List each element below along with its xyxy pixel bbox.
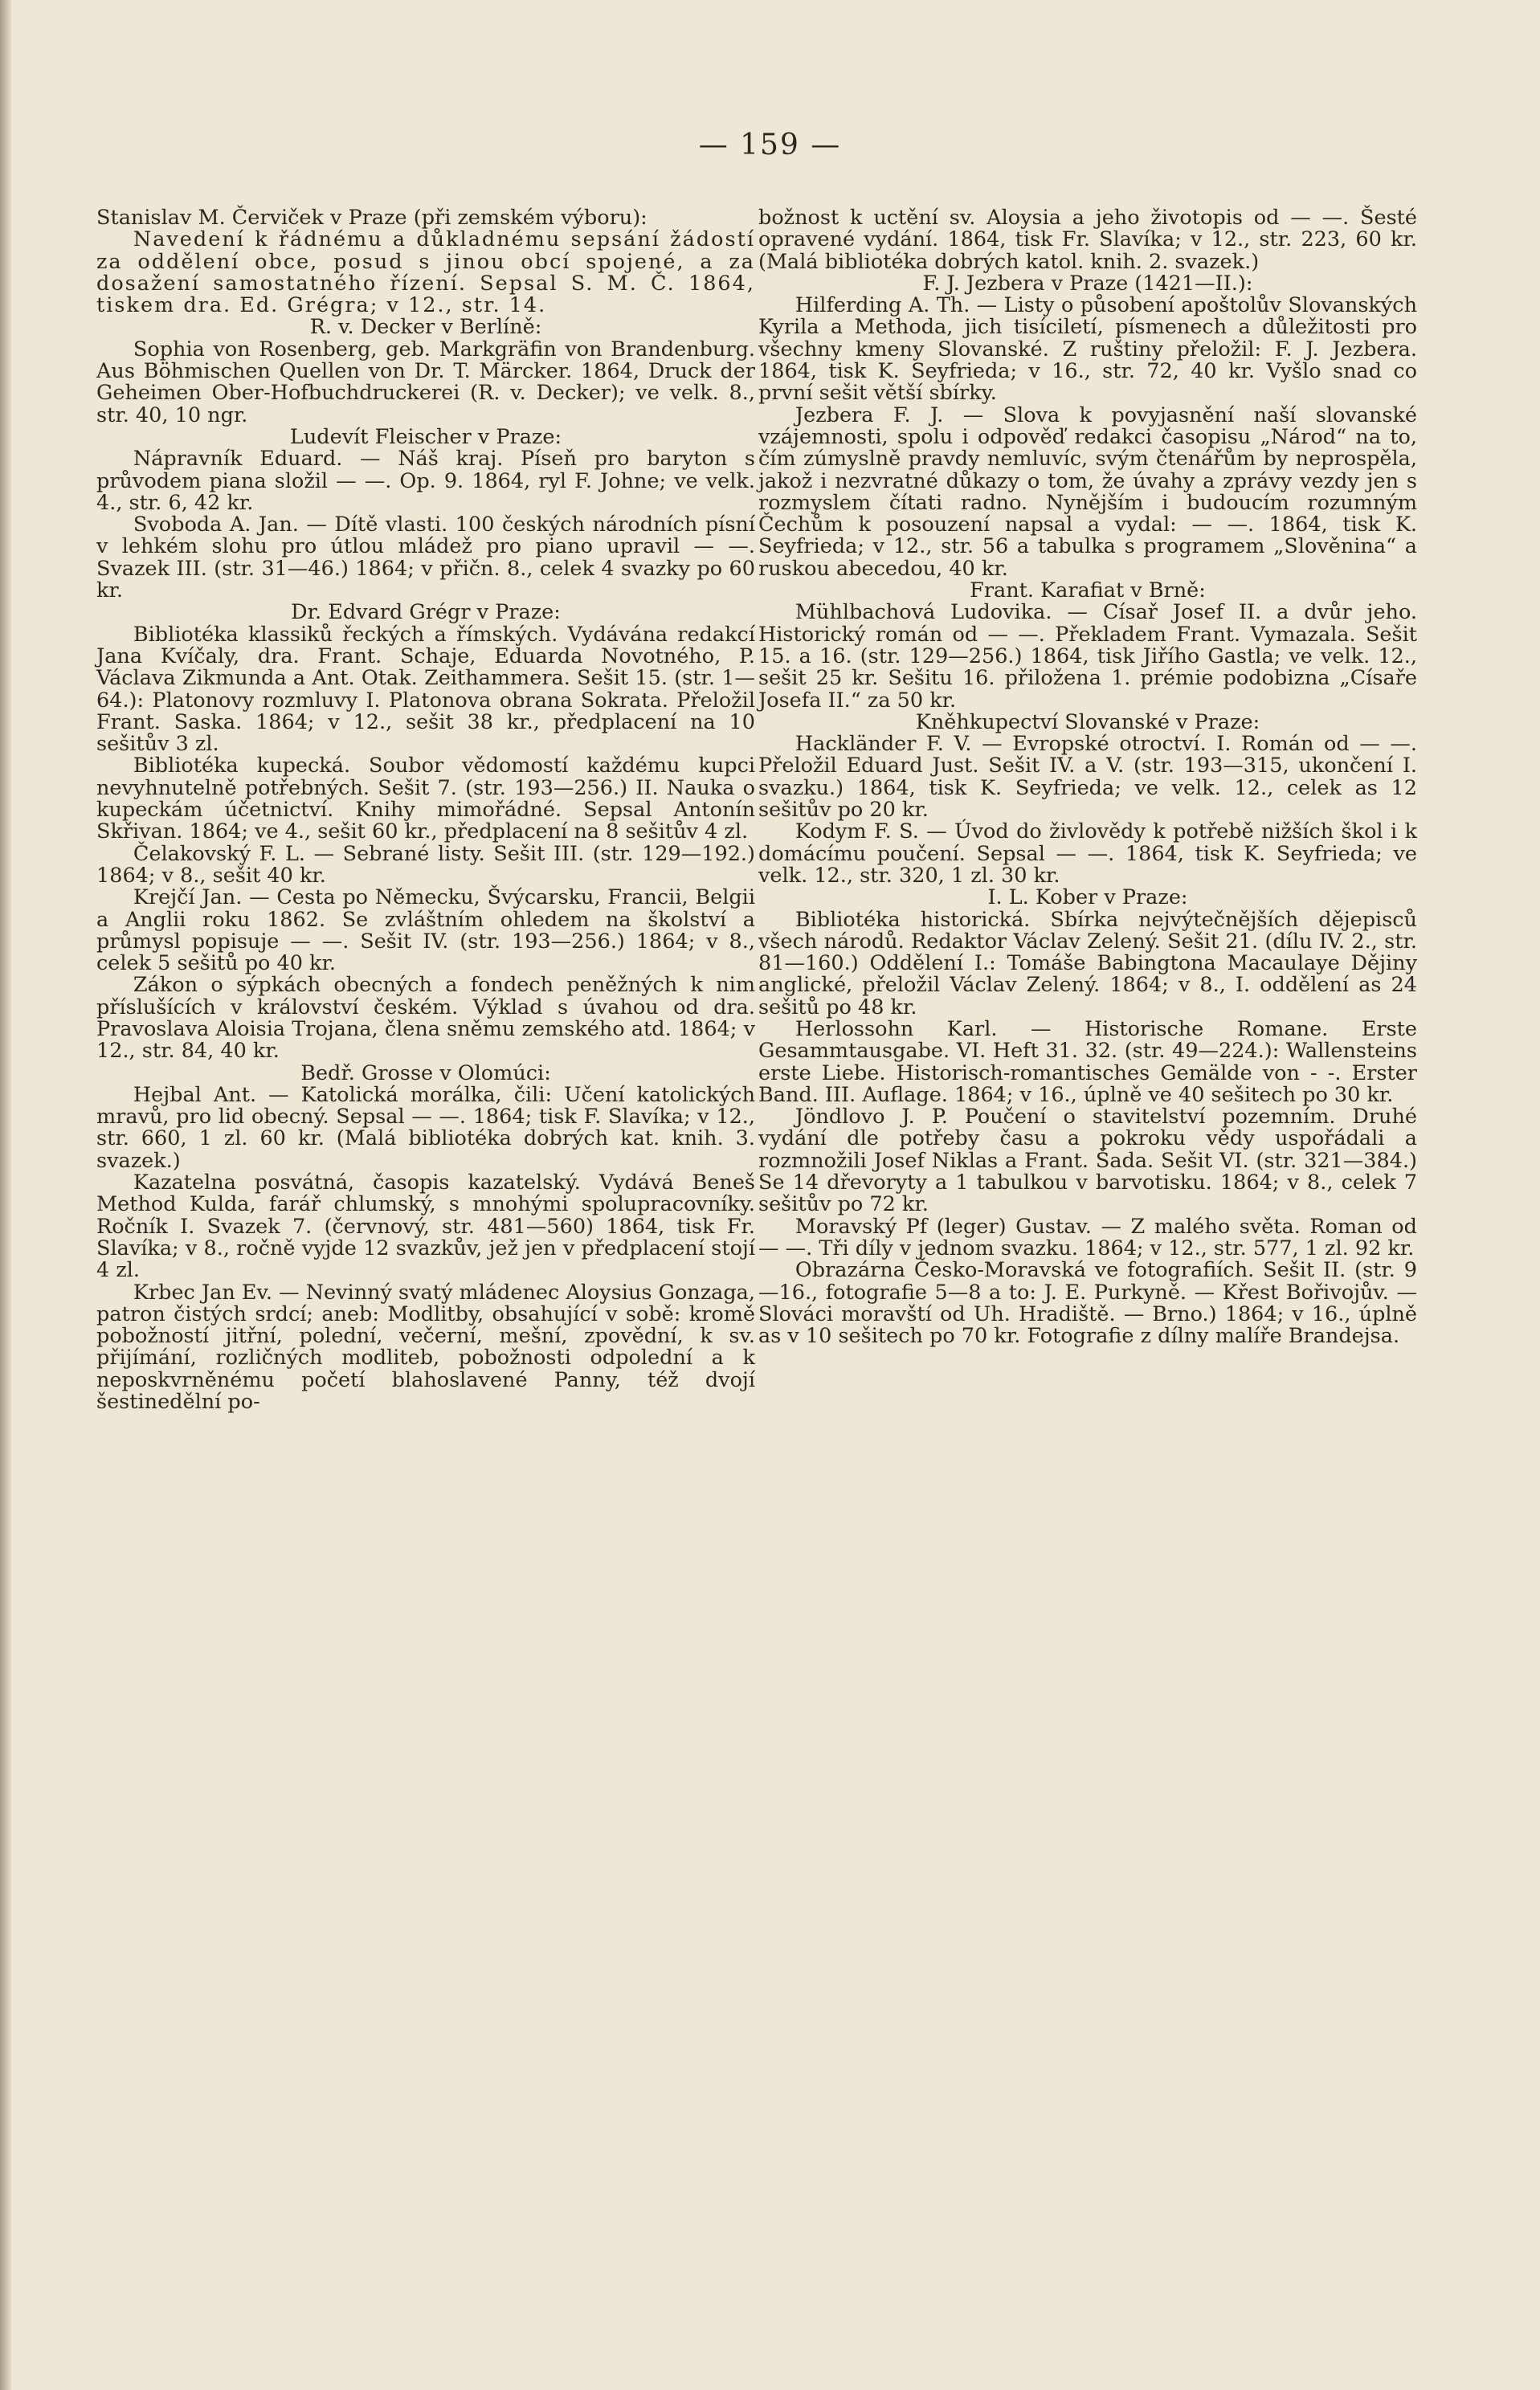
text-paragraph: Kazatelna posvátná, časopis kazatelský. Vydává Beneš Method Kulda, farář chlumský, s mnohými spolupracovníky. Ročník I. Svazek 7. (červnový, str. 481—560) 1864, tisk Fr. Slavíka; v 8., ročně vyjde 12 svazkův, jež jen v předplacení stojí 4 zl. xyxy=(96,1170,755,1283)
text-paragraph: božnost k uctění sv. Aloysia a jeho životopis od — —. Šesté opravené vydání. 1864, tisk Fr. Slavíka; v 12., str. 223, 60 kr. (Malá bibliotéka dobrých katol. knih. 2. svazek.) xyxy=(758,206,1417,274)
text-paragraph: Navedení k řádnému a důkladnému sepsání žádostí za oddělení obce, posud s jinou obcí spojené, a za dosažení samostatného řízení. Sepsal S. M. Č. 1864, tiskem dra. Ed. Grégra; v 12., str. 14. xyxy=(96,227,755,318)
text-paragraph: Jöndlovo J. P. Poučení o stavitelství pozemním. Druhé vydání dle potřeby času a pokroku vědy uspořádali a rozmnožili Josef Niklas a Frant. Šada. Sešit VI. (str. 321—384.) Se 14 dřevoryty a 1 tabulkou v barvotisku. 1864; v 8., celek 7 sešitův po 72 kr. xyxy=(758,1105,1417,1217)
text-paragraph: Mühlbachová Ludovika. — Císař Josef II. a dvůr jeho. Historický román od — —. Překladem Frant. Vymazala. Sešit 15. a 16. (str. 129—256.) 1864, tisk Jiřího Gastla; ve velk. 12., sešit 25 kr. Sešitu 16. přiložena 1. prémie podobizna „Císaře Josefa II.“ za 50 kr. xyxy=(758,600,1417,713)
text-paragraph: Bibliotéka klassiků řeckých a římských. Vydávána redakcí Jana Kvíčaly, dra. Frant. Schaje, Eduarda Novotného, P. Václava Zikmunda a Ant. Otak. Zeithammera. Sešit 15. (str. 1—64.): Platonovy rozmluvy I. Platonova obrana Sokrata. Přeložil Frant. Saska. 1864; v 12., sešit 38 kr., předplacení na 10 sešitův 3 zl. xyxy=(96,622,755,757)
text-paragraph: Nápravník Eduard. — Náš kraj. Píseň pro baryton s průvodem piana složil — —. Op. 9. 1864, ryl F. Johne; ve velk. 4., str. 6, 42 kr. xyxy=(96,447,755,515)
text-paragraph: Herlossohn Karl. — Historische Romane. Erste Gesammtausgabe. VI. Heft 31. 32. (str. 49—224.): Wallensteins erste Liebe. Historisch-romantisches Gemälde von - -. Erster Band. III. Auflage. 1864; v 16., úplně ve 40 sešitech po 30 kr. xyxy=(758,1016,1417,1107)
publisher-heading: Dr. Edvard Grégr v Praze: xyxy=(291,600,561,625)
publisher-heading: Kněhkupectví Slovanské v Praze: xyxy=(915,709,1260,734)
text-paragraph: Čelakovský F. L. — Sebrané listy. Sešit III. (str. 129—192.) 1864; v 8., sešit 40 kr. xyxy=(96,841,755,888)
text-paragraph: Hilferding A. Th. — Listy o působení apoštolův Slovanských Kyrila a Methoda, jich tisíciletí, písmenech a důležitosti pro všechny kmeny Slovanské. Z ruštiny přeložil: F. J. Jezbera. 1864, tisk K. Seyfrieda; v 16., str. 72, 40 kr. Vyšlo snad co první sešit větší sbírky. xyxy=(758,293,1417,406)
text-paragraph: Bibliotéka kupecká. Soubor vědomostí každému kupci nevyhnutelně potřebných. Sešit 7. (str. 193—256.) II. Nauka o kupeckám účetnictví. Knihy mimořádné. Sepsal Antonín Skřivan. 1864; ve 4., sešit 60 kr., předplacení na 8 sešitův 4 zl. xyxy=(96,754,755,844)
left-column xyxy=(96,207,755,1413)
text-paragraph: Krbec Jan Ev. — Nevinný svatý mládenec Aloysius Gonzaga, patron čistých srdcí; aneb: Modlitby, obsahující v sobě: kromě pobožností jitřní, polední, večerní, mešní, zpovědní, k sv. přijímání, rozličných modliteb, pobožnosti odpolední a k neposkvrněnému početí blahoslavené Panny, též dvojí šestinedělní po- xyxy=(96,1280,755,1415)
page-number: — 159 — xyxy=(698,129,842,161)
text-paragraph: Hackländer F. V. — Evropské otroctví. I. Román od — —. Přeložil Eduard Just. Sešit IV. a V. (str. 193—315, ukončení I. svazku.) 1864, tisk K. Seyfrieda; ve velk. 12., celek as 12 sešitův po 20 kr. xyxy=(758,732,1417,823)
text-paragraph: Zákon o sýpkách obecných a fondech peněžných k nim příslušících v království českém. Výklad s úvahou od dra. Pravoslava Aloisia Trojana, člena sněmu zemského atd. 1864; v 12., str. 84, 40 kr. xyxy=(96,973,755,1064)
publisher-heading: Frant. Karafiat v Brně: xyxy=(970,578,1206,603)
text-paragraph: Stanislav M. Červiček v Praze (při zemském výboru): xyxy=(96,206,647,230)
text-paragraph: Svoboda A. Jan. — Dítě vlasti. 100 českých národních písní v lehkém slohu pro útlou mládež pro piano upravil — —. Svazek III. (str. 31—46.) 1864; v přičn. 8., celek 4 svazky po 60 kr. xyxy=(96,513,755,603)
text-paragraph: Krejčí Jan. — Cesta po Německu, Švýcarsku, Francii, Belgii a Anglii roku 1862. Se zvláštním ohledem na školství a průmysl popisuje — —. Sešit IV. (str. 193—256.) 1864; v 8., celek 5 sešitů po 40 kr. xyxy=(96,885,755,976)
publisher-heading: Bedř. Grosse v Olomúci: xyxy=(300,1060,551,1085)
text-paragraph: Kodym F. S. — Úvod do živlovědy k potřebě nižších škol i k domácímu poučení. Sepsal — —. 1864, tisk K. Seyfrieda; ve velk. 12., str. 320, 1 zl. 30 kr. xyxy=(758,819,1417,888)
text-paragraph: Moravský Pf (leger) Gustav. — Z malého světa. Roman od — —. Tři díly v jednom svazku. 1864; v 12., str. 577, 1 zl. 92 kr. xyxy=(758,1214,1417,1260)
text-paragraph: Sophia von Rosenberg, geb. Markgräfin von Brandenburg. Aus Böhmischen Quellen von Dr. T. Märcker. 1864, Druck der Geheimen Ober-Hofbuchdruckerei (R. v. Decker); ve velk. 8., str. 40, 10 ngr. xyxy=(96,337,755,427)
text-paragraph: Hejbal Ant. — Katolická morálka, čili: Učení katolických mravů, pro lid obecný. Sepsal — —. 1864; tisk F. Slavíka; v 12., str. 660, 1 zl. 60 kr. (Malá bibliotéka dobrých kat. knih. 3. svazek.) xyxy=(96,1082,755,1173)
page-edge-shadow xyxy=(0,0,11,2390)
right-column xyxy=(758,207,1417,1347)
publisher-heading: R. v. Decker v Berlíně: xyxy=(309,315,542,340)
publisher-heading: F. J. Jezbera v Praze (1421—II.): xyxy=(922,271,1253,296)
text-paragraph: Obrazárna Česko-Moravská ve fotografiích. Sešit II. (str. 9—16., fotografie 5—8 a to: J. E. Purkyně. — Křest Bořivojův. — Slováci moravští od Uh. Hradiště. — Brno.) 1864; v 16., úplně as v 10 sešitech po 70 kr. Fotografie z dílny malíře Brandejsa. xyxy=(758,1258,1417,1349)
text-paragraph: Jezbera F. J. — Slova k povyjasnění naší slovanské vzájemnosti, spolu i odpověď redakci časopisu „Národ“ na to, čím zúmyslně pravdy nemluvíc, svým čtenářům by neprospěla, jakož i nezvratné důkazy o tom, že úvahy a zprávy vezdy jen s rozmyslem čítati radno. Nynějším i budoucím rozumným Čechům k posouzení napsal a vydal: — —. 1864, tisk K. Seyfrieda; v 12., str. 56 a tabulka s programem „Slověnina“ a ruskou abecedou, 40 kr. xyxy=(758,402,1417,581)
publisher-heading: I. L. Kober v Praze: xyxy=(987,885,1188,910)
text-paragraph: Bibliotéka historická. Sbírka nejvýtečnějších dějepisců všech národů. Redaktor Václav Zelený. Sešit 21. (dílu IV. 2., str. 81—160.) Oddělení I.: Tomáše Babingtona Macaulaye Dějiny anglické, přeložil Václav Zelený. 1864; v 8., I. oddělení as 24 sešitů po 48 kr. xyxy=(758,907,1417,1019)
publisher-heading: Ludevít Fleischer v Praze: xyxy=(289,424,562,449)
